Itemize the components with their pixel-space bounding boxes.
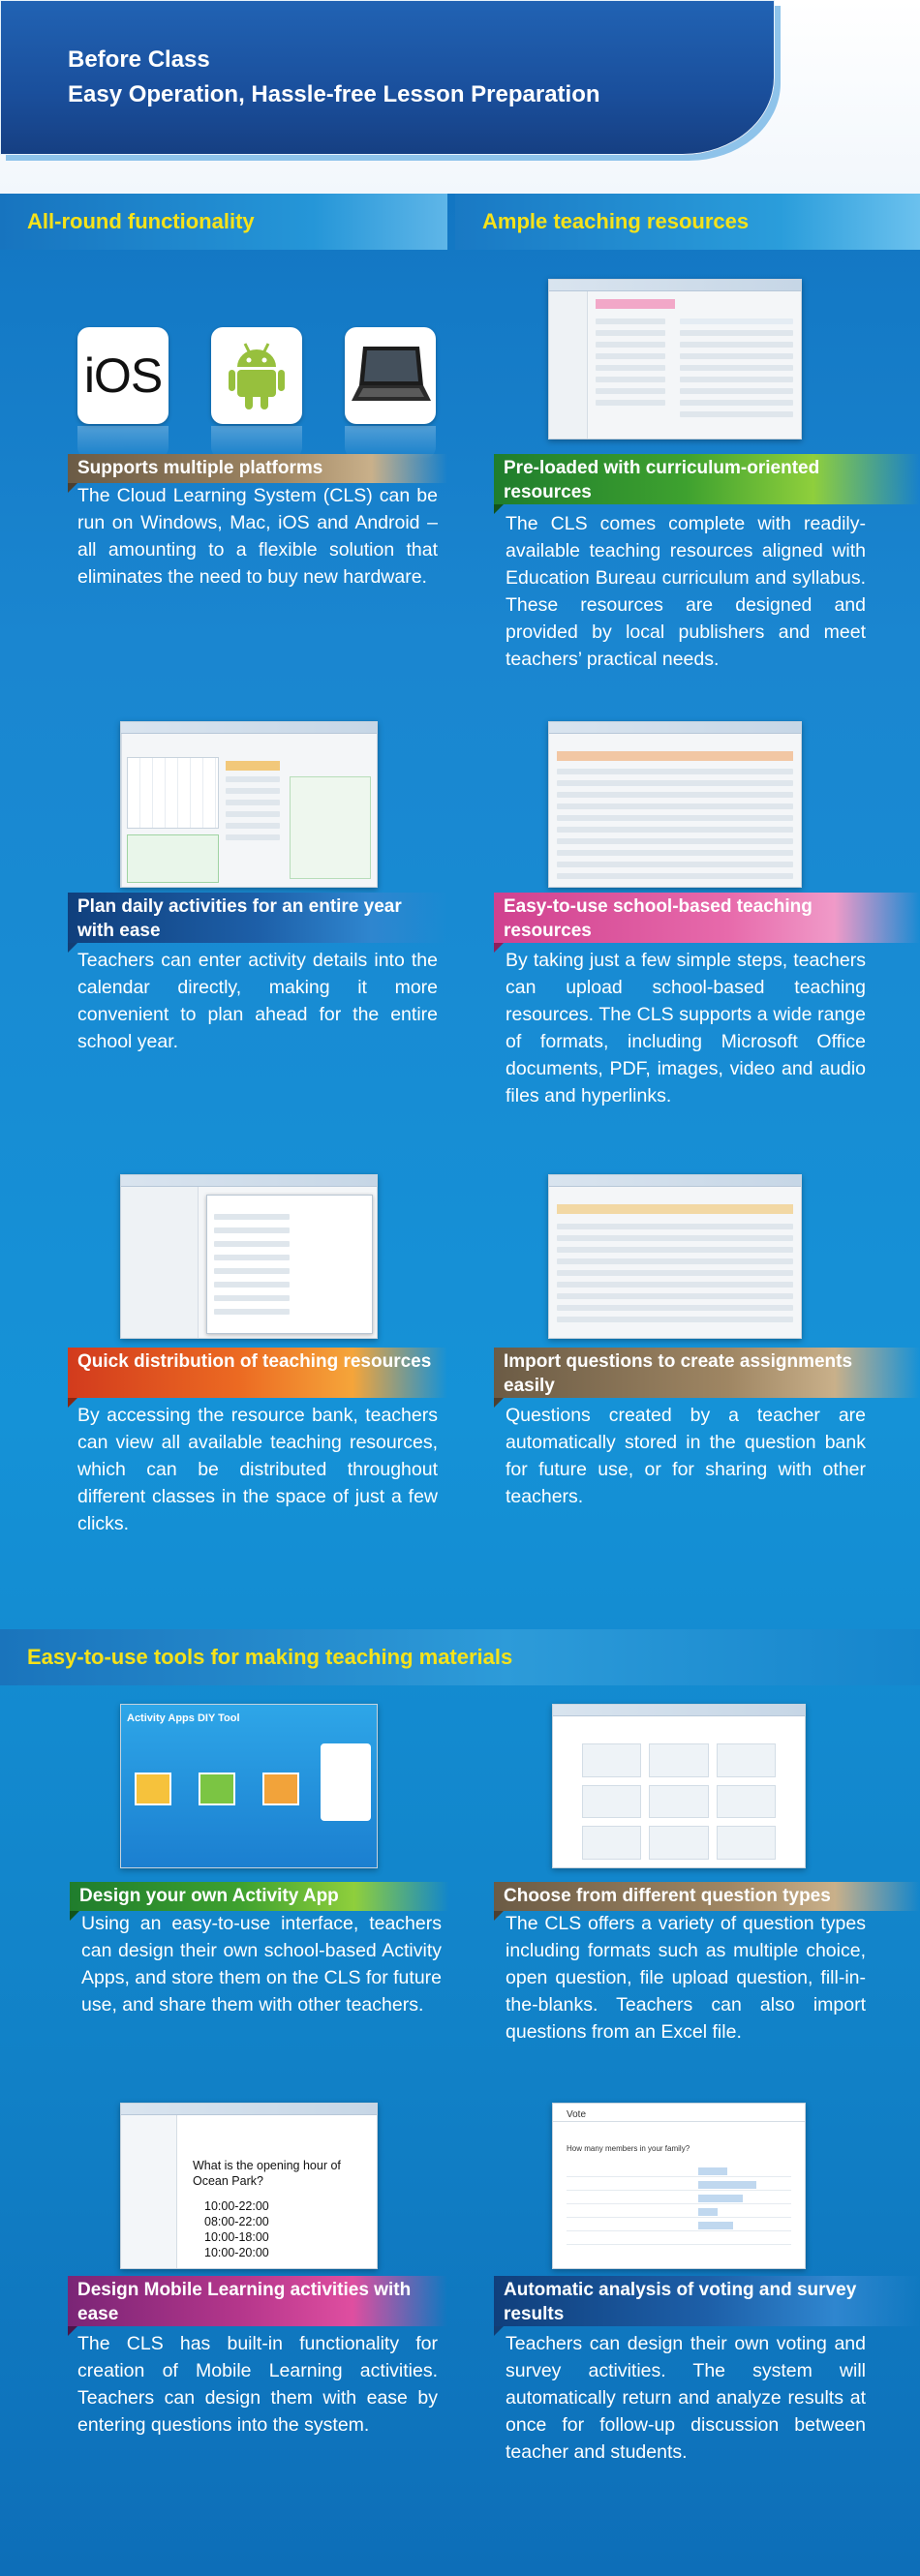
heading-mobile: [68, 2276, 447, 2326]
heading-preloaded: [494, 454, 920, 504]
heading-distribution: [68, 1348, 447, 1398]
heading-platforms-text: Supports multiple platforms: [77, 458, 323, 478]
android-icon: [211, 327, 302, 424]
vote-question: How many members in your family?: [567, 2144, 690, 2153]
ios-label: iOS: [83, 349, 163, 403]
mobile-screenshot: [120, 2103, 378, 2269]
mobile-option: 08:00-22:00: [204, 2215, 269, 2228]
heading-plan-text: Plan daily activities for an entire year with ease: [77, 896, 402, 941]
body-school-based: By taking just a few simple steps, teachers can upload school-based teaching resources. The CLS supports a wide range of formats, including Microsoft Office documents, PDF, images, video and audio files and hyperlinks.: [506, 950, 866, 1106]
activity-app-screenshot: [120, 1704, 378, 1868]
body-mobile: The CLS has built-in functionality for creation of Mobile Learning activities. Teachers can design them with ease by entering questions into the system.: [77, 2333, 438, 2436]
question-bank-screenshot: [548, 1174, 802, 1339]
heading-question-types: [494, 1882, 920, 1911]
body-voting: Teachers can design their own voting and survey activities. The system will automatically return and analyze results at once for follow-up discussion between teacher and students.: [506, 2333, 866, 2463]
band-all-round: All-round functionality: [0, 194, 447, 250]
body-preloaded: The CLS comes complete with readily-available teaching resources aligned with Education Bureau curriculum and syllabus. These resources are designed and provided by local publishers and meet teachers’ practical needs.: [506, 513, 866, 670]
body-plan: Teachers can enter activity details into the calendar directly, making it more convenient to plan ahead for the entire school year.: [77, 950, 438, 1052]
resources-screenshot: [548, 279, 802, 439]
heading-voting: [494, 2276, 920, 2326]
calendar-screenshot: [120, 721, 378, 888]
body-platforms: The Cloud Learning System (CLS) can be run on Windows, Mac, iOS and Android – all amounting to a flexible solution that eliminates the need to buy new hardware.: [77, 485, 438, 588]
heading-preloaded-text: Pre-loaded with curriculum-oriented resources: [504, 458, 820, 502]
heading-import: [494, 1348, 920, 1398]
mobile-option: 10:00-18:00: [204, 2230, 269, 2244]
body-activity-app: Using an easy-to-use interface, teachers can design their own school-based Activity Apps, and store them on the CLS for future use, and share them with other teachers.: [81, 1913, 442, 2015]
heading-question-types-text: Choose from different question types: [504, 1886, 831, 1906]
heading-distribution-text: Quick distribution of teaching resources: [77, 1351, 432, 1372]
vote-title: Vote: [567, 2109, 587, 2120]
body-question-types: The CLS offers a variety of question types including formats such as multiple choice, open question, file upload question, fill-in-the-blanks. Teachers can also import questions from an Excel file.: [506, 1913, 866, 2043]
heading-import-text: Import questions to create assignments easily: [504, 1351, 853, 1396]
heading-mobile-text: Design Mobile Learning activities with ease: [77, 2280, 412, 2324]
school-resources-screenshot: [548, 721, 802, 888]
header-title: Before Class: [68, 46, 210, 73]
mobile-option: 10:00-22:00: [204, 2199, 269, 2213]
mobile-options: [204, 2198, 269, 2260]
vote-screenshot: [552, 2103, 806, 2269]
mobile-option: 10:00-20:00: [204, 2246, 269, 2259]
header-subtitle: Easy Operation, Hassle-free Lesson Preparation: [68, 81, 600, 107]
heading-platforms: [68, 454, 447, 483]
header-banner: [0, 0, 775, 155]
ios-icon: [77, 327, 169, 424]
band-ample-resources: Ample teaching resources: [455, 194, 920, 250]
body-distribution: By accessing the resource bank, teachers can view all available teaching resources, which can be distributed throughout different classes in the space of just a few clicks.: [77, 1405, 438, 1534]
activity-app-title: Activity Apps DIY Tool: [127, 1712, 240, 1724]
question-types-screenshot: [552, 1704, 806, 1868]
heading-voting-text: Automatic analysis of voting and survey results: [504, 2280, 857, 2324]
platform-icons: [77, 327, 436, 424]
distribution-screenshot: [120, 1174, 378, 1339]
heading-activity-app-text: Design your own Activity App: [79, 1886, 339, 1906]
heading-activity-app: [70, 1882, 449, 1911]
heading-plan: [68, 893, 447, 943]
mobile-question: What is the opening hour of Ocean Park?: [193, 2159, 341, 2188]
band-tools: Easy-to-use tools for making teaching materials: [0, 1629, 920, 1685]
heading-school-based-text: Easy-to-use school-based teaching resources: [504, 896, 813, 941]
body-import: Questions created by a teacher are automatically stored in the question bank for future use, or for sharing with other teachers.: [506, 1405, 866, 1507]
heading-school-based: [494, 893, 920, 943]
laptop-icon: [345, 327, 436, 424]
